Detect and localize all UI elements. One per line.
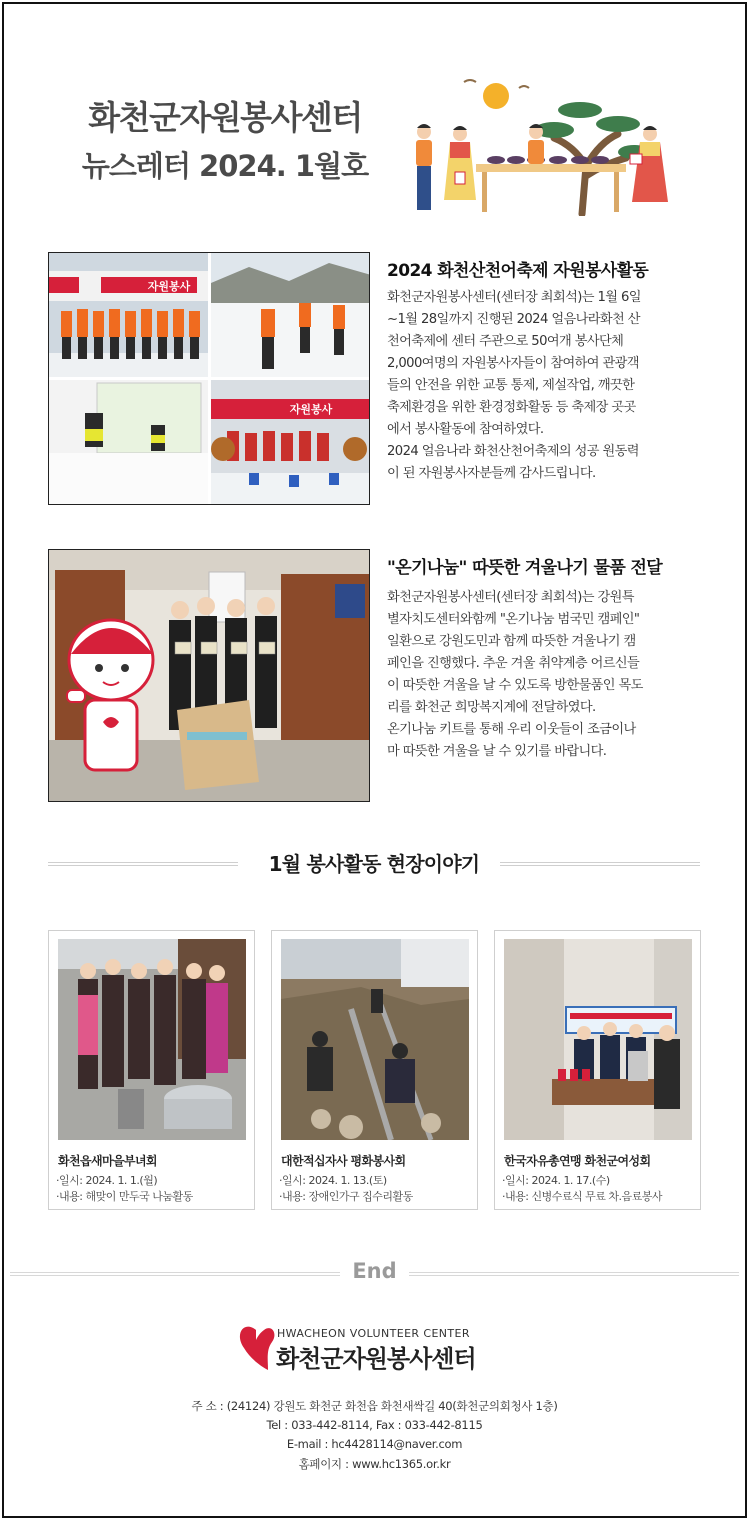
photo-sign-2: 자원봉사 bbox=[289, 403, 333, 416]
house-repair-photo bbox=[281, 939, 469, 1140]
article1-photo-collage bbox=[48, 252, 370, 505]
card-photo bbox=[504, 939, 692, 1140]
article2-line: 마 따뜻한 겨울을 날 수 있기를 바랍니다. bbox=[387, 744, 607, 759]
article1-line: 화천군자원봉사센터(센터장 최회석)는 1월 6일 bbox=[387, 290, 641, 305]
card-title: 대한적십자사 평화봉사회 bbox=[281, 1154, 406, 1168]
end-divider bbox=[10, 1258, 739, 1288]
article2-line: 별자치도센터와함께 "온기나눔 범국민 캠페인" bbox=[387, 612, 640, 627]
section-title: 1월 봉사활동 현장이야기 bbox=[268, 852, 480, 876]
card-date: ·일시: 2024. 1. 1.(월) bbox=[56, 1174, 158, 1187]
footer-homepage[interactable]: 홈페이지 : www.hc1365.or.kr bbox=[298, 1457, 451, 1471]
article1-title: 2024 화천산천어축제 자원봉사활동 bbox=[387, 261, 649, 281]
article2-line: 이 따뜻한 겨울을 날 수 있도록 방한물품인 목도 bbox=[387, 678, 643, 693]
article2-line: 일환으로 강원도민과 함께 따뜻한 겨울나기 캠 bbox=[387, 634, 636, 649]
title-line-2: 뉴스레터 2024. 1월호 bbox=[81, 149, 369, 183]
article1-line: 2,000여명의 자원봉사자들이 참여하여 관광객 bbox=[387, 356, 639, 371]
footer-tel: Tel : 033-442-8114, Fax : 033-442-8115 bbox=[266, 1418, 483, 1432]
org-name-en: HWACHEON VOLUNTEER CENTER bbox=[277, 1327, 470, 1340]
festival-volunteers-photos bbox=[49, 253, 370, 505]
card-photo bbox=[58, 939, 246, 1140]
article2-line: 페인을 진행했다. 추운 겨울 취약계층 어르신들 bbox=[387, 656, 640, 671]
card-content: ·내용: 장애인가구 집수리활동 bbox=[279, 1190, 413, 1203]
article1-body bbox=[387, 287, 641, 485]
org-name-ko: 화천군자원봉사센터 bbox=[276, 1345, 476, 1373]
article2-line: 온기나눔 키트를 통해 우리 이웃들이 조금이나 bbox=[387, 722, 636, 737]
end-label: End bbox=[352, 1259, 397, 1283]
activity-card bbox=[271, 930, 478, 1210]
card-photo bbox=[281, 939, 469, 1140]
card-title: 한국자유총연맹 화천군여성회 bbox=[504, 1154, 651, 1168]
article1-line: 천어축제에 센터 주관으로 50여개 봉사단체 bbox=[387, 334, 624, 349]
footer-email[interactable]: E-mail : hc4428114@naver.com bbox=[286, 1437, 463, 1451]
header-illustration bbox=[404, 76, 674, 216]
article1-line: 2024 얼음나라 화천산천어축제의 성공 원동력 bbox=[387, 444, 639, 459]
dumpling-soup-photo bbox=[58, 939, 246, 1140]
article1-line: 들의 안전을 위한 교통 통제, 제설작업, 깨끗한 bbox=[387, 378, 635, 393]
article2-body bbox=[387, 587, 643, 763]
title-line-1: 화천군자원봉사센터 bbox=[88, 98, 362, 137]
activity-card bbox=[48, 930, 255, 1210]
card-content: ·내용: 신병수료식 무료 차.음료봉사 bbox=[502, 1190, 662, 1203]
article1-line: ~1월 28일까지 진행된 2024 얼음나라화천 산 bbox=[387, 312, 640, 327]
article2-line: 리를 화천군 희망복지계에 전달하였다. bbox=[387, 700, 596, 715]
photo-sign-1: 자원봉사 bbox=[147, 280, 191, 293]
footer-address: 주 소 : (24124) 강원도 화천군 화천읍 화천새싹길 40(화천군의회청사 1층) bbox=[191, 1399, 558, 1413]
card-content: ·내용: 해맞이 만두국 나눔활동 bbox=[56, 1190, 193, 1203]
warm-winter-donation-photo bbox=[49, 550, 370, 802]
activity-card bbox=[494, 930, 701, 1210]
article1-line: 축제환경을 위한 환경정화활동 등 축제장 곳곳 bbox=[387, 400, 636, 415]
heart-logo-icon bbox=[240, 1327, 275, 1370]
article2-photo bbox=[48, 549, 370, 802]
article2-line: 화천군자원봉사센터(센터장 최회석)는 강원특 bbox=[387, 590, 634, 605]
section-heading bbox=[48, 848, 700, 880]
article1-line: 에서 봉사활동에 참여하였다. bbox=[387, 422, 544, 437]
card-date: ·일시: 2024. 1. 13.(토) bbox=[279, 1174, 387, 1187]
card-title: 화천읍새마을부녀회 bbox=[58, 1154, 157, 1168]
card-date: ·일시: 2024. 1. 17.(수) bbox=[502, 1174, 610, 1187]
article1-line: 이 된 자원봉사자분들께 감사드립니다. bbox=[387, 466, 596, 481]
free-tea-service-photo bbox=[504, 939, 692, 1140]
newsletter-title bbox=[80, 96, 370, 186]
article2-title: "온기나눔" 따뜻한 겨울나기 물품 전달 bbox=[387, 558, 663, 578]
